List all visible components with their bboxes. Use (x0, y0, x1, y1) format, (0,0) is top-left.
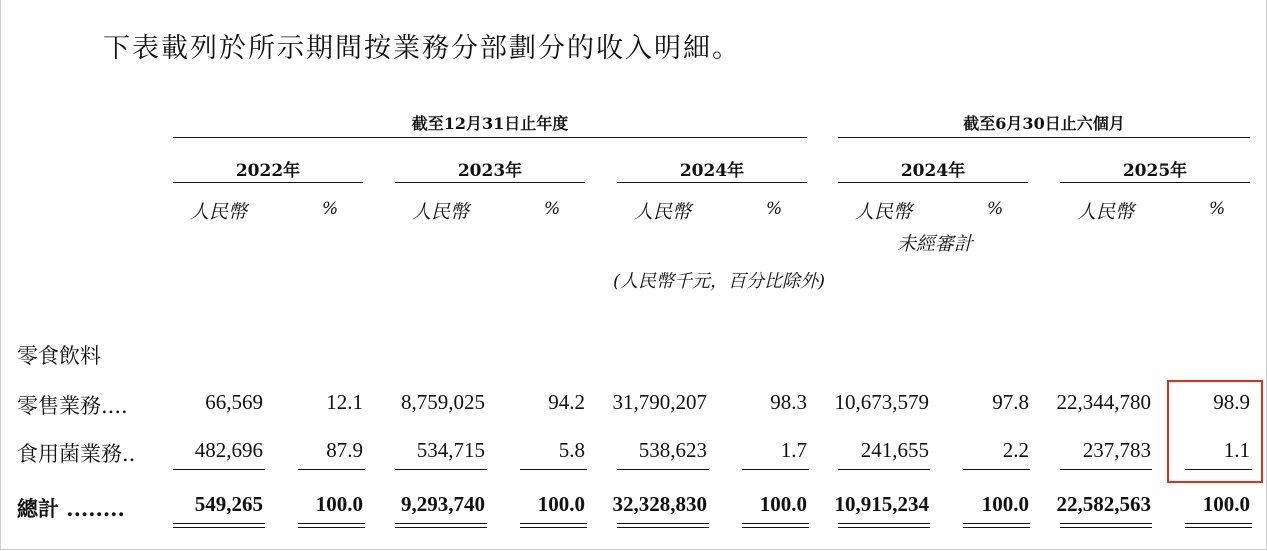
year-2025-half: 2025年 (1122, 161, 1188, 181)
table-cell: 10,673,579 (834, 390, 929, 414)
year-2022: 2022年 (235, 161, 301, 181)
period-annual-header: 截至12月31日止年度 (411, 114, 569, 133)
unit-rmb: 人民幣 (412, 201, 470, 223)
total-double-rule (1060, 523, 1152, 528)
table-cell-total: 22,582,563 (1056, 492, 1151, 516)
table-cell: 66,569 (205, 390, 263, 414)
subtotal-rule (395, 469, 487, 470)
unit-rmb: 人民幣 (1077, 201, 1135, 223)
table-cell-total: 9,293,740 (401, 492, 485, 516)
table-cell-total: 10,915,234 (834, 492, 929, 516)
unit-pct: % (987, 199, 1004, 219)
row-label-retail: 零售業務.... (17, 394, 128, 418)
total-double-rule (395, 523, 487, 528)
subtotal-rule (1060, 469, 1152, 470)
year-rule (838, 182, 1028, 183)
period-half-header: 截至6月30日止六個月 (963, 114, 1125, 133)
highlight-box (1167, 380, 1263, 483)
unit-rmb: 人民幣 (634, 201, 692, 223)
table-cell: 237,783 (1082, 438, 1151, 462)
year-2023: 2023年 (457, 161, 523, 181)
unit-note: (人民幣千元，百分比除外) (613, 271, 826, 292)
table-cell-total: 100.0 (315, 492, 363, 516)
table-cell: 31,790,207 (612, 390, 707, 414)
subtotal-rule (838, 469, 930, 470)
year-2024-half: 2024年 (900, 161, 966, 181)
total-double-rule (173, 523, 265, 528)
table-cell: 241,655 (860, 438, 929, 462)
period-half-rule (838, 137, 1250, 138)
table-cell: 8,759,025 (401, 390, 485, 414)
subtotal-rule (617, 469, 709, 470)
table-cell: 97.8 (992, 390, 1029, 414)
table-cell: 538,623 (638, 438, 707, 462)
year-rule (395, 182, 585, 183)
row-label-total: 總計 ........ (17, 496, 125, 521)
total-double-rule (617, 523, 709, 528)
total-double-rule (963, 523, 1030, 528)
table-cell-total: 549,265 (194, 492, 263, 516)
period-annual-rule (173, 137, 807, 138)
table-cell-total: 100.0 (1202, 492, 1250, 516)
table-cell: 98.9 (1213, 390, 1250, 414)
unit-pct: % (1209, 199, 1226, 219)
total-double-rule (520, 523, 587, 528)
year-rule (1060, 182, 1250, 183)
total-double-rule (1185, 523, 1252, 528)
unit-rmb: 人民幣 (190, 201, 248, 223)
total-double-rule (298, 523, 365, 528)
unit-pct: % (544, 199, 561, 219)
total-double-rule (742, 523, 809, 528)
table-cell-total: 100.0 (537, 492, 585, 516)
table-cell: 98.3 (770, 390, 807, 414)
row-label-mushroom: 食用菌業務.. (17, 442, 136, 466)
table-cell: 22,344,780 (1056, 390, 1151, 414)
table-cell: 1.7 (780, 438, 807, 462)
year-2024: 2024年 (679, 161, 745, 181)
unit-pct: % (322, 199, 339, 219)
intro-text: 下表載列於所示期間按業務分部劃分的收入明細。 (103, 33, 741, 64)
table-cell-total: 32,328,830 (612, 492, 707, 516)
subtotal-rule (173, 469, 265, 470)
table-cell: 2.2 (1002, 438, 1029, 462)
table-cell: 534,715 (416, 438, 485, 462)
table-cell: 94.2 (548, 390, 585, 414)
table-cell: 12.1 (326, 390, 363, 414)
table-cell: 482,696 (194, 438, 263, 462)
subtotal-rule (520, 469, 587, 470)
subtotal-rule (963, 469, 1030, 470)
unaudited-note: 未經審計 (897, 233, 974, 255)
section-label: 零食飲料 (17, 344, 101, 368)
year-rule (617, 182, 807, 183)
table-cell: 5.8 (558, 438, 585, 462)
year-rule (173, 182, 363, 183)
unit-pct: % (766, 199, 783, 219)
subtotal-rule (742, 469, 809, 470)
table-cell: 1.1 (1223, 438, 1250, 462)
table-cell-total: 100.0 (759, 492, 807, 516)
total-double-rule (838, 523, 930, 528)
table-cell-total: 100.0 (981, 492, 1029, 516)
unit-rmb: 人民幣 (855, 201, 913, 223)
subtotal-rule (298, 469, 365, 470)
table-cell: 87.9 (326, 438, 363, 462)
